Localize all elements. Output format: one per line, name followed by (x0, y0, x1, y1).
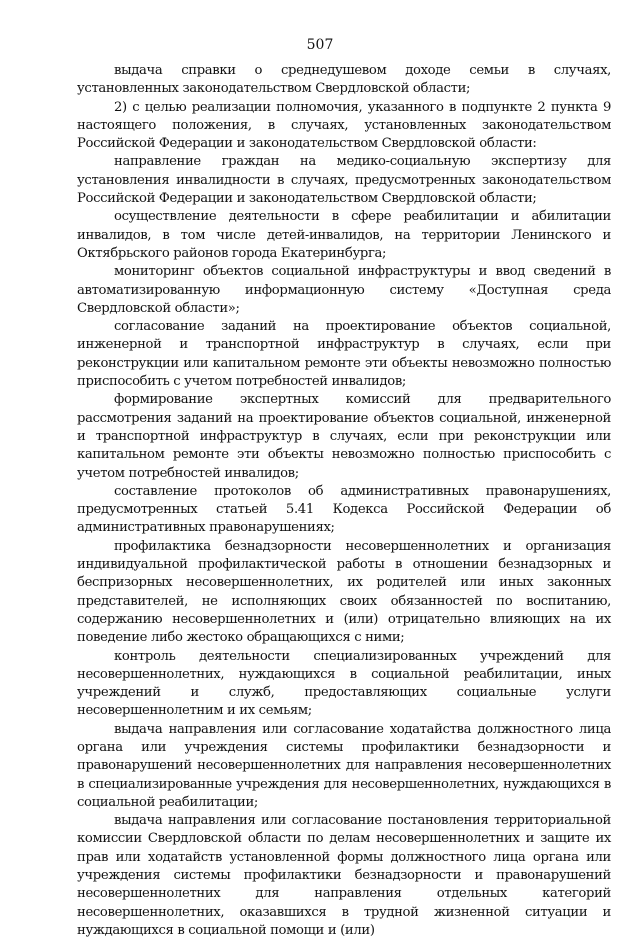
paragraph-monitoring: мониторинг объектов социальной инфраструктуры и ввод сведений в автоматизированную информационную систему «Доступная среда Свердловской области»; (77, 264, 611, 316)
paragraph-medical-expertise: направление граждан на медико-социальную экспертизу для установления инвалидности в случаях, предусмотренных законодательством Российской Федерации и законодательством Свердловской области; (77, 154, 611, 207)
paragraph-referral-resolution: выдача направления или согласование постановления территориальной комиссии Свердловской области по делам несовершеннолетних и защите их прав или ходатайств установленной формы должностного лица органа или учреждения системы профилактики безнадзорности и правонарушений несовершеннолетних для направления отдельных категорий несовершеннолетних, оказавшихся в трудной жизненной ситуации и нуждающихся в социальной помощи и (или) (77, 813, 611, 938)
paragraph-control: контроль деятельности специализированных учреждений для несовершеннолетних, нуждающихся в социальной реабилитации, иных учреждений и служб, предоставляющих социальные услуги несовершеннолетним и их семьям; (77, 648, 611, 719)
paragraph-design-approval: согласование заданий на проектирование объектов социальной, инженерной и транспортной инфраструктур в случаях, если при реконструкции или капитальном ремонте эти объекты невозможно полностью приспособить с учетом потребностей инвалидов; (77, 319, 611, 390)
paragraph-income-certificate: выдача справки о среднедушевом доходе семьи в случаях, установленных законодательством Свердловской области; (77, 63, 611, 97)
document-body (77, 62, 611, 940)
paragraph-authority-intro: 2) с целью реализации полномочия, указанного в подпункте 2 пункта 9 настоящего положения, в случаях, установленных законодательством Российской Федерации и законодательством Свердловской области: (77, 99, 611, 152)
paragraph-expert-commissions: формирование экспертных комиссий для предварительного рассмотрения заданий на проектирование объектов социальной, инженерной и транспортной инфраструктур в случаях, если при реконструкции или капитальном ремонте эти объекты невозможно полностью приспособить с учетом потребностей инвалидов; (77, 392, 611, 481)
paragraph-rehabilitation: осуществление деятельности в сфере реабилитации и абилитации инвалидов, в том числе детей-инвалидов, на территории Ленинского и Октябрьского районов города Екатеринбурга; (77, 209, 611, 261)
paragraph-prevention: профилактика безнадзорности несовершеннолетних и организация индивидуальной профилактической работы в отношении безнадзорных и беспризорных несовершеннолетних, их родителей или иных законных представителей, не исполняющих своих обязанностей по воспитанию, содержанию несовершеннолетних и (или) отрицательно влияющих на их поведение либо жестоко обращающихся с ними; (77, 538, 611, 646)
paragraph-referral-petition: выдача направления или согласование ходатайства должностного лица органа или учреждения системы профилактики безнадзорности и правонарушений несовершеннолетних для направления несовершеннолетних в специализированные учреждения для несовершеннолетних, нуждающихся в социальной реабилитации; (77, 721, 611, 810)
paragraph-protocols: составление протоколов об административных правонарушениях, предусмотренных статьей 5.41 Кодекса Российской Федерации об административных правонарушениях; (77, 483, 611, 536)
page-number: 507 (306, 37, 334, 53)
